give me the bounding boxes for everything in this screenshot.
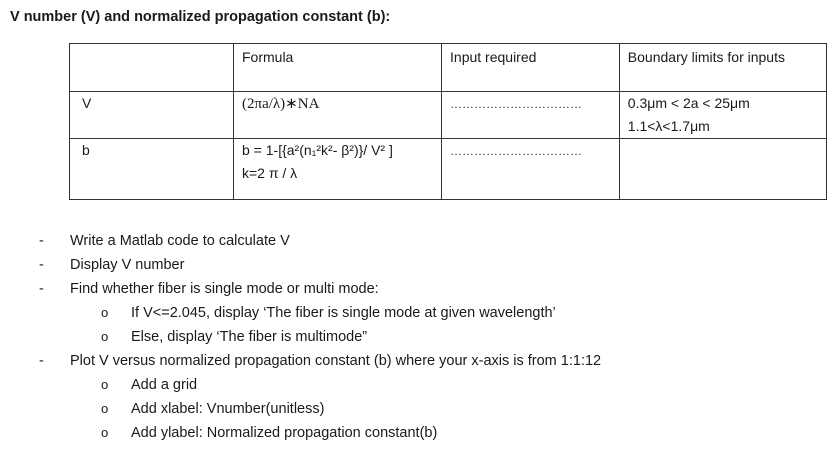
header-cell-empty — [70, 44, 234, 92]
dash-bullet: - — [39, 281, 44, 297]
sub-list-item: o Else, display ‘The fiber is multimode” — [0, 325, 601, 349]
dash-bullet: - — [39, 353, 44, 369]
limits-v — [619, 92, 826, 139]
formula-b — [234, 139, 442, 200]
input-v-placeholder: …………………………… — [442, 92, 620, 139]
limit-core-diameter: 0.3μm < 2a < 25μm — [627, 95, 750, 111]
row-label-b: b — [70, 139, 234, 200]
table-row-v — [70, 92, 827, 139]
input-b-placeholder: …………………………… — [442, 139, 620, 200]
header-boundary-limits: Boundary limits for inputs — [619, 44, 826, 92]
formula-b-line1: b = 1-[{a²(n₁²k²- β²)}/ V² ] — [242, 142, 393, 158]
table-row-b — [70, 139, 827, 200]
circle-bullet: o — [101, 305, 109, 320]
sub-list-item: o Add a grid — [0, 373, 601, 397]
row-label-v: V — [70, 92, 234, 139]
dash-bullet: - — [39, 257, 44, 273]
circle-bullet: o — [101, 401, 109, 416]
circle-bullet: o — [101, 377, 109, 392]
formula-b-line2: k=2 π / λ — [242, 165, 298, 181]
limits-b — [619, 139, 826, 200]
list-item: - Display V number — [0, 253, 601, 277]
list-item: - Write a Matlab code to calculate V — [0, 229, 601, 253]
table-header-row — [70, 44, 827, 92]
document-title: V number (V) and normalized propagation constant (b): — [10, 9, 391, 25]
dash-bullet: - — [39, 233, 44, 249]
formula-v: (2πa/λ)∗NA — [234, 92, 442, 139]
sub-list-item: o Add xlabel: Vnumber(unitless) — [0, 397, 601, 421]
task-list — [0, 229, 601, 445]
list-item: - Find whether fiber is single mode or multi mode: — [0, 277, 601, 301]
list-item: - Plot V versus normalized propagation constant (b) where your x-axis is from 1:1:12 — [0, 349, 601, 373]
circle-bullet: o — [101, 425, 109, 440]
formula-table — [69, 43, 827, 200]
header-formula: Formula — [234, 44, 442, 92]
header-input-required: Input required — [442, 44, 620, 92]
circle-bullet: o — [101, 329, 109, 344]
limit-wavelength: 1.1<λ<1.7μm — [627, 118, 710, 134]
sub-list-item: o Add ylabel: Normalized propagation constant(b) — [0, 421, 601, 445]
sub-list-item: o If V<=2.045, display ‘The fiber is single mode at given wavelength’ — [0, 301, 601, 325]
